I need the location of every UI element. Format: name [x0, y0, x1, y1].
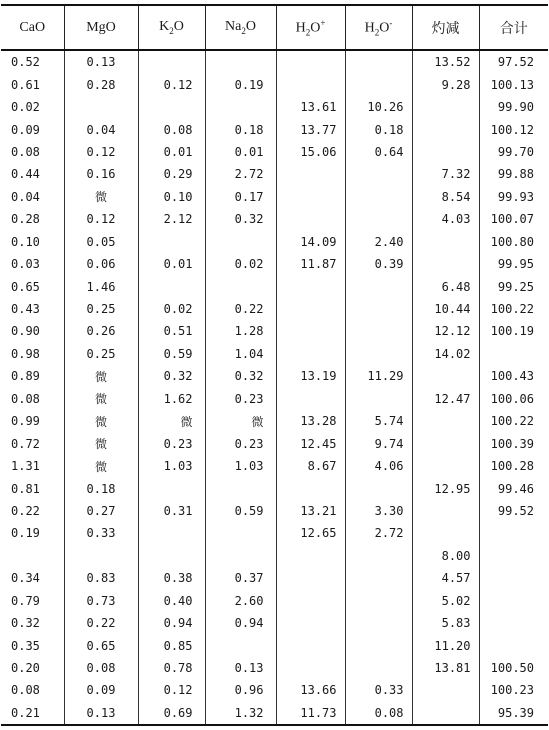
table-row	[1, 73, 548, 95]
cell-h2o-plus: 13.21	[276, 500, 345, 522]
cell-cao: 0.79	[11, 593, 40, 608]
cell-mgo: 0.05	[64, 231, 138, 253]
cell-h2o-minus: 10.26	[345, 96, 412, 118]
cell-mgo: 0.08	[64, 657, 138, 679]
cell-loss-on-ignition: 9.28	[412, 73, 479, 95]
cell-mgo: 微	[64, 186, 138, 208]
cell-h2o-plus: 12.45	[276, 432, 345, 454]
cell-mgo: 0.13	[64, 50, 138, 73]
cell-loss-on-ignition: 5.02	[412, 590, 479, 612]
cell-loss-on-ignition: 8.54	[412, 186, 479, 208]
table-row	[1, 567, 548, 589]
cell-h2o-plus	[276, 612, 345, 634]
cell-k2o: 0.08	[138, 118, 205, 140]
table-row	[1, 365, 548, 387]
cell-total: 100.07	[479, 208, 548, 230]
cell-h2o-minus: 9.74	[345, 432, 412, 454]
table-row	[1, 500, 548, 522]
cell-na2o: 0.94	[205, 612, 276, 634]
cell-cao: 0.08	[11, 683, 40, 698]
cell-total	[479, 522, 548, 544]
cell-h2o-plus	[276, 208, 345, 230]
cell-loss-on-ignition	[412, 231, 479, 253]
table-row	[1, 410, 548, 432]
cell-h2o-plus	[276, 634, 345, 656]
cell-mgo: 0.04	[64, 118, 138, 140]
cell-mgo: 0.06	[64, 253, 138, 275]
chemical-analysis-table	[1, 4, 548, 726]
cell-cao: 0.08	[11, 144, 40, 159]
cell-total	[479, 343, 548, 365]
cell-total: 99.70	[479, 141, 548, 163]
cell-h2o-minus	[345, 298, 412, 320]
table-row	[1, 50, 548, 73]
cell-cao	[1, 545, 64, 567]
cell-loss-on-ignition	[412, 455, 479, 477]
cell-k2o	[138, 522, 205, 544]
cell-h2o-minus: 2.72	[345, 522, 412, 544]
cell-k2o: 0.01	[138, 253, 205, 275]
cell-na2o: 2.72	[205, 163, 276, 185]
cell-total: 100.06	[479, 388, 548, 410]
cell-total: 99.88	[479, 163, 548, 185]
table-row	[1, 590, 548, 612]
col-header-h2o-minus: $H_2O^-$	[345, 5, 412, 50]
table-row	[1, 612, 548, 634]
cell-loss-on-ignition	[412, 410, 479, 432]
col-header-mgo: MgO	[64, 5, 138, 50]
cell-mgo: 0.27	[64, 500, 138, 522]
cell-na2o: 0.13	[205, 657, 276, 679]
cell-k2o: 0.69	[138, 702, 205, 725]
cell-total	[479, 567, 548, 589]
cell-h2o-minus	[345, 612, 412, 634]
cell-cao: 0.21	[1, 702, 64, 725]
cell-h2o-minus: 2.40	[345, 231, 412, 253]
cell-na2o: 微	[205, 410, 276, 432]
cell-total	[479, 634, 548, 656]
col-header-na2o: $Na_2O$	[205, 5, 276, 50]
cell-k2o: 1.03	[138, 455, 205, 477]
cell-loss-on-ignition: 12.12	[412, 320, 479, 342]
cell-na2o	[205, 231, 276, 253]
cell-h2o-plus	[276, 343, 345, 365]
cell-h2o-minus	[345, 343, 412, 365]
cell-cao: 0.35	[11, 638, 40, 653]
cell-h2o-plus: 14.09	[276, 231, 345, 253]
cell-h2o-minus: 0.64	[345, 141, 412, 163]
cell-na2o	[205, 50, 276, 73]
cell-na2o: 1.32	[205, 702, 276, 725]
cell-na2o	[205, 477, 276, 499]
table-row	[1, 545, 548, 567]
cell-loss-on-ignition	[412, 500, 479, 522]
cell-k2o	[138, 96, 205, 118]
cell-loss-on-ignition	[412, 702, 479, 725]
cell-k2o	[138, 231, 205, 253]
cell-total	[479, 545, 548, 567]
cell-h2o-plus	[276, 275, 345, 297]
cell-mgo: 0.65	[64, 634, 138, 656]
cell-h2o-plus	[276, 567, 345, 589]
cell-na2o: 0.32	[205, 208, 276, 230]
cell-na2o	[205, 634, 276, 656]
cell-h2o-minus	[345, 163, 412, 185]
cell-h2o-plus	[276, 545, 345, 567]
cell-loss-on-ignition	[412, 522, 479, 544]
table-row	[1, 118, 548, 140]
cell-total: 97.52	[479, 50, 548, 73]
cell-loss-on-ignition	[412, 141, 479, 163]
cell-h2o-plus	[276, 186, 345, 208]
cell-total: 99.95	[479, 253, 548, 275]
cell-mgo	[64, 545, 138, 567]
table-row	[1, 657, 548, 679]
cell-h2o-minus	[345, 567, 412, 589]
cell-h2o-plus	[276, 73, 345, 95]
cell-h2o-minus: 5.74	[345, 410, 412, 432]
cell-loss-on-ignition: 12.47	[412, 388, 479, 410]
table-row	[1, 298, 548, 320]
cell-loss-on-ignition: 14.02	[412, 343, 479, 365]
cell-loss-on-ignition: 10.44	[412, 298, 479, 320]
cell-cao: 0.99	[11, 414, 40, 429]
cell-na2o: 0.18	[205, 118, 276, 140]
cell-total: 100.50	[479, 657, 548, 679]
cell-na2o: 0.17	[205, 186, 276, 208]
cell-h2o-plus: 13.77	[276, 118, 345, 140]
cell-cao: 0.04	[11, 189, 40, 204]
cell-loss-on-ignition: 8.00	[412, 545, 479, 567]
table-row	[1, 432, 548, 454]
cell-k2o: 0.78	[138, 657, 205, 679]
cell-na2o: 0.37	[205, 567, 276, 589]
cell-loss-on-ignition: 6.48	[412, 275, 479, 297]
cell-k2o	[138, 545, 205, 567]
cell-h2o-minus	[345, 477, 412, 499]
table-row	[1, 208, 548, 230]
table-row	[1, 96, 548, 118]
cell-loss-on-ignition	[412, 679, 479, 701]
cell-loss-on-ignition: 12.95	[412, 477, 479, 499]
cell-k2o: 0.10	[138, 186, 205, 208]
cell-na2o: 0.22	[205, 298, 276, 320]
cell-cao: 0.19	[11, 526, 40, 541]
table-row	[1, 679, 548, 701]
cell-cao: 0.61	[11, 77, 40, 92]
cell-total: 99.93	[479, 186, 548, 208]
cell-k2o: 0.32	[138, 365, 205, 387]
cell-h2o-plus	[276, 477, 345, 499]
cell-loss-on-ignition: 4.57	[412, 567, 479, 589]
cell-k2o: 0.85	[138, 634, 205, 656]
cell-h2o-plus	[276, 657, 345, 679]
cell-cao: 0.09	[11, 122, 40, 137]
table-row	[1, 275, 548, 297]
cell-loss-on-ignition	[412, 96, 479, 118]
cell-h2o-plus: 11.87	[276, 253, 345, 275]
cell-cao: 0.44	[11, 167, 40, 182]
cell-k2o: 0.23	[138, 432, 205, 454]
cell-k2o: 2.12	[138, 208, 205, 230]
cell-na2o: 0.23	[205, 432, 276, 454]
cell-mgo: 0.12	[64, 208, 138, 230]
header-row	[1, 5, 548, 50]
cell-h2o-minus: 0.39	[345, 253, 412, 275]
cell-na2o: 0.19	[205, 73, 276, 95]
cell-cao: 0.22	[11, 503, 40, 518]
cell-h2o-plus	[276, 590, 345, 612]
cell-mgo: 0.18	[64, 477, 138, 499]
table-row	[1, 455, 548, 477]
cell-cao: 0.81	[11, 481, 40, 496]
cell-h2o-minus	[345, 73, 412, 95]
cell-loss-on-ignition: 13.52	[412, 50, 479, 73]
cell-total	[479, 612, 548, 634]
col-header-loss-on-ignition: 灼减	[412, 5, 479, 50]
cell-k2o: 0.94	[138, 612, 205, 634]
cell-mgo: 0.13	[64, 702, 138, 725]
table-row	[1, 343, 548, 365]
cell-h2o-plus: 12.65	[276, 522, 345, 544]
cell-na2o: 0.59	[205, 500, 276, 522]
table-row	[1, 522, 548, 544]
col-header-h2o-plus: $H_2O^+$	[276, 5, 345, 50]
cell-h2o-minus: 0.33	[345, 679, 412, 701]
cell-mgo: 0.73	[64, 590, 138, 612]
table-row	[1, 186, 548, 208]
cell-k2o	[138, 50, 205, 73]
cell-cao: 0.34	[11, 571, 40, 586]
cell-loss-on-ignition	[412, 432, 479, 454]
cell-total: 100.43	[479, 365, 548, 387]
cell-total	[479, 590, 548, 612]
cell-mgo	[64, 96, 138, 118]
cell-k2o: 0.38	[138, 567, 205, 589]
cell-h2o-minus	[345, 320, 412, 342]
cell-cao: 0.98	[11, 346, 40, 361]
cell-h2o-minus: 0.08	[345, 702, 412, 725]
cell-k2o	[138, 477, 205, 499]
cell-h2o-minus: 0.18	[345, 118, 412, 140]
cell-na2o	[205, 545, 276, 567]
cell-na2o	[205, 96, 276, 118]
cell-k2o: 0.40	[138, 590, 205, 612]
cell-h2o-plus: 13.61	[276, 96, 345, 118]
cell-loss-on-ignition	[412, 118, 479, 140]
cell-total: 100.28	[479, 455, 548, 477]
cell-cao: 0.02	[11, 100, 40, 115]
cell-k2o: 0.59	[138, 343, 205, 365]
cell-loss-on-ignition: 4.03	[412, 208, 479, 230]
cell-cao: 0.65	[11, 279, 40, 294]
cell-h2o-minus	[345, 634, 412, 656]
cell-mgo: 0.16	[64, 163, 138, 185]
cell-h2o-plus	[276, 298, 345, 320]
cell-total: 100.13	[479, 73, 548, 95]
cell-cao: 0.08	[11, 391, 40, 406]
cell-mgo: 0.12	[64, 141, 138, 163]
table-row	[1, 320, 548, 342]
cell-k2o: 1.62	[138, 388, 205, 410]
cell-total: 99.46	[479, 477, 548, 499]
cell-total: 100.23	[479, 679, 548, 701]
cell-k2o	[138, 275, 205, 297]
cell-mgo: 微	[64, 365, 138, 387]
cell-cao: 0.28	[11, 212, 40, 227]
table-row	[1, 702, 548, 725]
cell-h2o-plus	[276, 320, 345, 342]
cell-total: 100.12	[479, 118, 548, 140]
cell-h2o-minus	[345, 388, 412, 410]
cell-k2o: 0.01	[138, 141, 205, 163]
cell-mgo: 0.26	[64, 320, 138, 342]
cell-k2o: 0.02	[138, 298, 205, 320]
cell-na2o: 1.04	[205, 343, 276, 365]
cell-mgo: 微	[64, 432, 138, 454]
cell-total: 100.39	[479, 432, 548, 454]
cell-k2o: 0.51	[138, 320, 205, 342]
cell-h2o-minus: 4.06	[345, 455, 412, 477]
cell-cao: 0.90	[11, 324, 40, 339]
cell-mgo: 0.33	[64, 522, 138, 544]
table-row	[1, 163, 548, 185]
table-row	[1, 634, 548, 656]
col-header-cao: CaO	[1, 5, 64, 50]
cell-loss-on-ignition	[412, 365, 479, 387]
cell-na2o: 0.32	[205, 365, 276, 387]
cell-h2o-plus: 13.19	[276, 365, 345, 387]
cell-cao: 0.10	[11, 234, 40, 249]
cell-h2o-plus: 11.73	[276, 702, 345, 725]
cell-na2o: 0.96	[205, 679, 276, 701]
cell-mgo: 微	[64, 455, 138, 477]
cell-total: 99.52	[479, 500, 548, 522]
cell-h2o-minus	[345, 545, 412, 567]
cell-loss-on-ignition: 11.20	[412, 634, 479, 656]
cell-h2o-plus	[276, 388, 345, 410]
cell-mgo: 微	[64, 410, 138, 432]
cell-loss-on-ignition: 7.32	[412, 163, 479, 185]
cell-h2o-plus: 13.28	[276, 410, 345, 432]
cell-mgo: 0.09	[64, 679, 138, 701]
cell-na2o: 2.60	[205, 590, 276, 612]
cell-cao: 0.52	[11, 55, 40, 70]
cell-loss-on-ignition: 5.83	[412, 612, 479, 634]
cell-h2o-plus	[276, 50, 345, 73]
cell-total: 95.39	[479, 702, 548, 725]
cell-total: 100.80	[479, 231, 548, 253]
cell-mgo: 微	[64, 388, 138, 410]
cell-total: 100.22	[479, 298, 548, 320]
table-row	[1, 141, 548, 163]
cell-h2o-plus: 15.06	[276, 141, 345, 163]
cell-na2o: 0.23	[205, 388, 276, 410]
cell-k2o: 0.12	[138, 73, 205, 95]
cell-mgo: 0.25	[64, 298, 138, 320]
table-row	[1, 253, 548, 275]
cell-na2o: 0.01	[205, 141, 276, 163]
cell-cao: 1.31	[11, 459, 40, 474]
cell-h2o-minus	[345, 590, 412, 612]
cell-h2o-minus	[345, 186, 412, 208]
cell-cao: 0.72	[11, 436, 40, 451]
cell-na2o: 0.02	[205, 253, 276, 275]
cell-h2o-minus	[345, 50, 412, 73]
table-row	[1, 477, 548, 499]
cell-k2o: 0.29	[138, 163, 205, 185]
cell-loss-on-ignition	[412, 253, 479, 275]
cell-h2o-minus: 11.29	[345, 365, 412, 387]
table-body	[1, 50, 548, 725]
cell-total: 100.19	[479, 320, 548, 342]
cell-total: 100.22	[479, 410, 548, 432]
cell-cao: 0.20	[11, 661, 40, 676]
cell-k2o: 0.12	[138, 679, 205, 701]
cell-h2o-minus	[345, 657, 412, 679]
cell-total: 99.90	[479, 96, 548, 118]
cell-k2o: 0.31	[138, 500, 205, 522]
cell-na2o: 1.03	[205, 455, 276, 477]
cell-na2o	[205, 522, 276, 544]
cell-h2o-minus	[345, 208, 412, 230]
cell-mgo: 0.22	[64, 612, 138, 634]
cell-h2o-plus: 8.67	[276, 455, 345, 477]
table-row	[1, 388, 548, 410]
cell-mgo: 0.83	[64, 567, 138, 589]
col-header-total: 合计	[479, 5, 548, 50]
cell-cao: 0.32	[11, 616, 40, 631]
cell-mgo: 1.46	[64, 275, 138, 297]
cell-cao: 0.89	[11, 369, 40, 384]
cell-na2o: 1.28	[205, 320, 276, 342]
cell-h2o-plus	[276, 163, 345, 185]
cell-k2o: 微	[138, 410, 205, 432]
cell-cao: 0.03	[11, 257, 40, 272]
cell-mgo: 0.25	[64, 343, 138, 365]
cell-h2o-minus: 3.30	[345, 500, 412, 522]
col-header-k2o: $K_2O$	[138, 5, 205, 50]
cell-mgo: 0.28	[64, 73, 138, 95]
cell-h2o-minus	[345, 275, 412, 297]
cell-h2o-plus: 13.66	[276, 679, 345, 701]
cell-total: 99.25	[479, 275, 548, 297]
cell-loss-on-ignition: 13.81	[412, 657, 479, 679]
cell-cao: 0.43	[11, 302, 40, 317]
cell-na2o	[205, 275, 276, 297]
table-row	[1, 231, 548, 253]
